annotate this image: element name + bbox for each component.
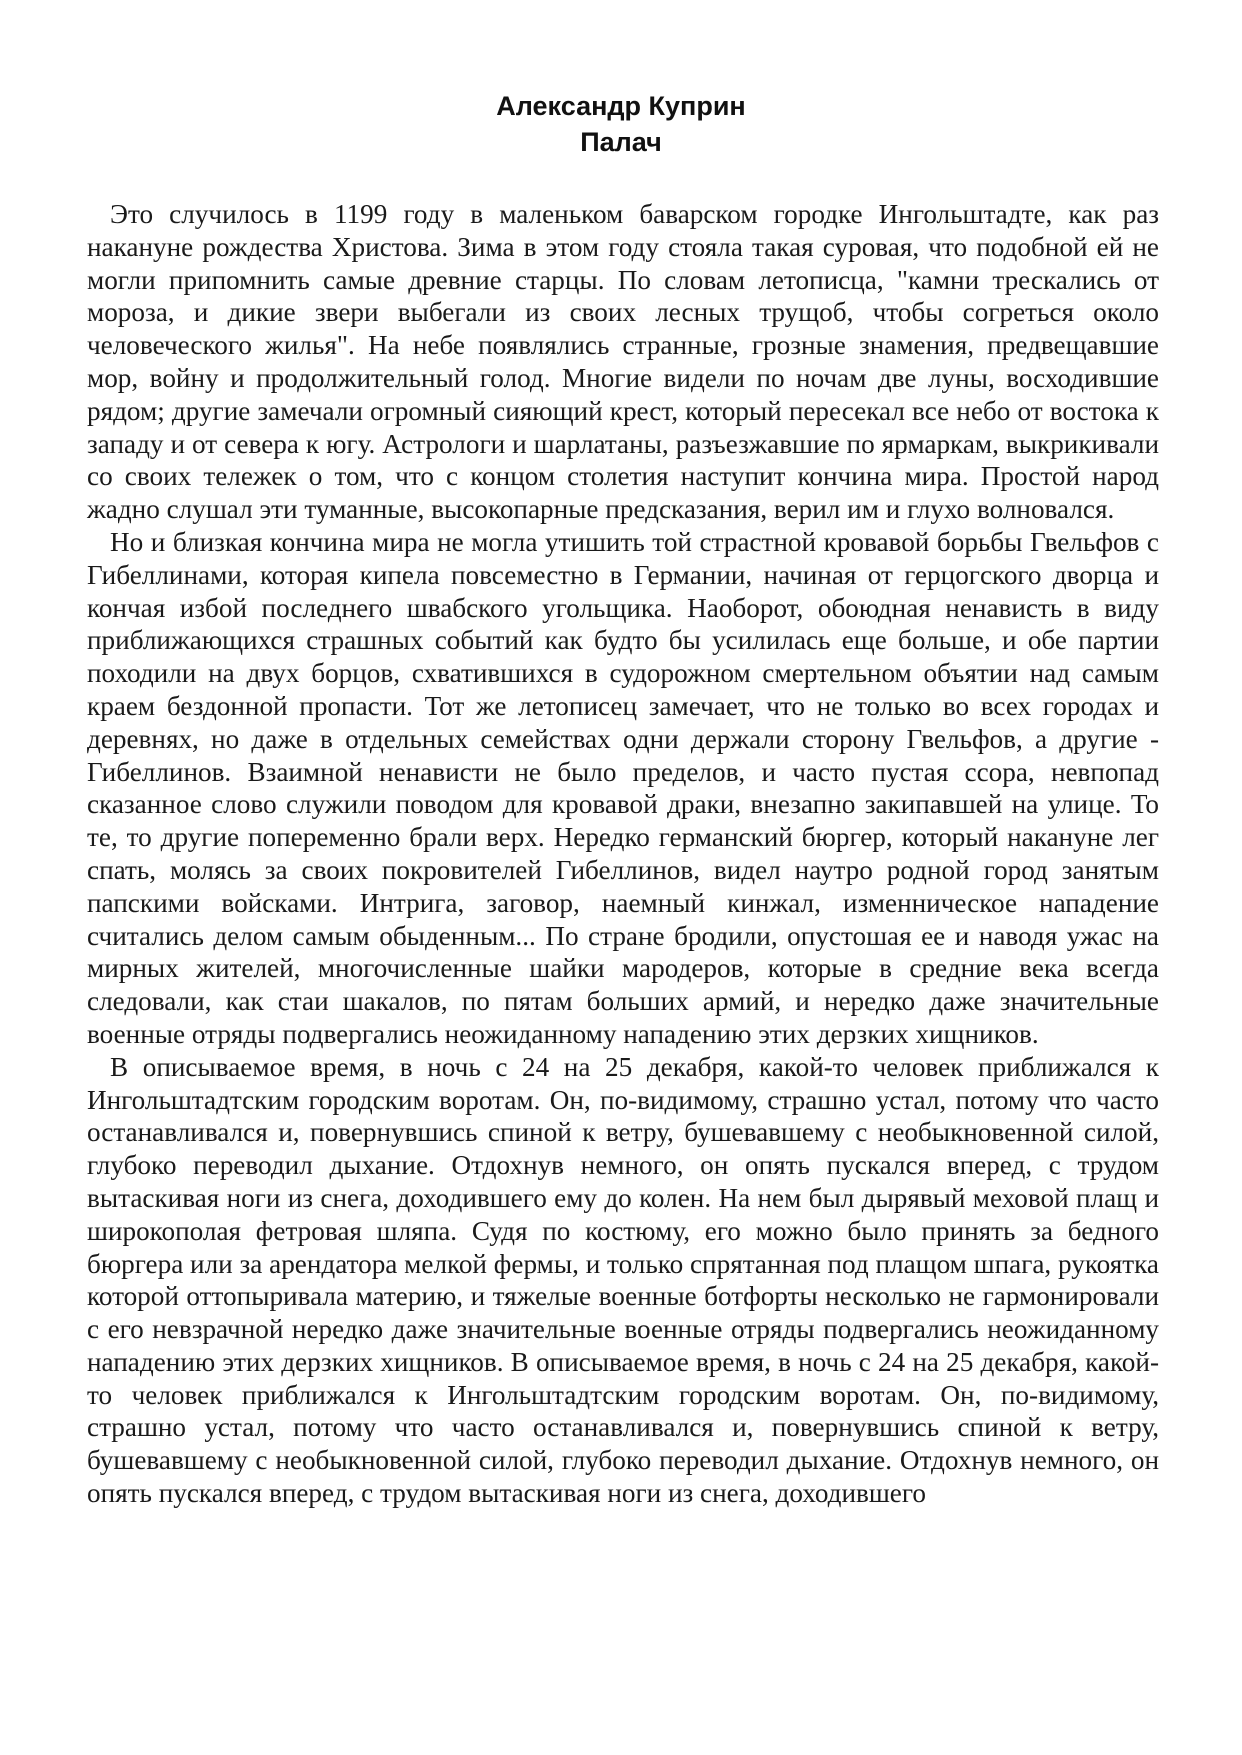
story-title: Палач [580, 127, 662, 157]
title-block [0, 88, 1242, 160]
paragraph-3: В описываемое время, в ночь с 24 на 25 декабря, какой-то человек приближался к Ингольштадтским городским воротам. Он, по-видимому, страшно устал, потому что часто останавливался и, повернувшись спиной к ветру, бушевавшему с необыкновенной силой, глубоко переводил дыхание. Отдохнув немного, он опять пускался вперед, с трудом вытаскивая ноги из снега, доходившего ему до колен. На нем был дырявый меховой плащ и широкополая фетровая шляпа. Судя по костюму, его можно было принять за бедного бюргера или за арендатора мелкой фермы, и только спрятанная под плащом шпага, рукоятка которой оттопыривала материю, и тяжелые военные ботфорты несколько не гармонировали с его невзрачной нередко даже значительные военные отряды подвергались неожиданному нападению этих дерзких хищников. В описываемое время, в ночь с 24 на 25 декабря, какой-то человек приближался к Ингольштадтским городским воротам. Он, по-видимому, страшно устал, потому что часто останавливался и, повернувшись спиной к ветру, бушевавшему с необыкновенной силой, глубоко переводил дыхание. Отдохнув немного, он опять пускался вперед, с трудом вытаскивая ноги из снега, доходившего [87, 1051, 1159, 1509]
story-text [87, 198, 1159, 1510]
author-name: Александр Куприн [496, 91, 746, 121]
paragraph-1: Это случилось в 1199 году в маленьком баварском городке Ингольштадте, как раз накануне рождества Христова. Зима в этом году стояла такая суровая, что подобной ей не могли припомнить самые древние старцы. По словам летописца, "камни трескались от мороза, и дикие звери выбегали из своих лесных трущоб, чтобы согреться около человеческого жилья". На небе появлялись странные, грозные знамения, предвещавшие мор, войну и продолжительный голод. Многие видели по ночам две луны, восходившие рядом; другие замечали огромный сияющий крест, который пересекал все небо от востока к западу и от севера к югу. Астрологи и шарлатаны, разъезжавшие по ярмаркам, выкрикивали со своих тележек о том, что с концом столетия наступит кончина мира. Простой народ жадно слушал эти туманные, высокопарные предсказания, верил им и глухо волновался. [87, 199, 1159, 525]
paragraph-2: Но и близкая кончина мира не могла утишить той страстной кровавой борьбы Гвельфов с Гибеллинами, которая кипела повсеместно в Германии, начиная от герцогского дворца и кончая избой последнего швабского угольщика. Наоборот, обоюдная ненависть в виду приближающихся страшных событий как будто бы усилилась еще больше, и обе партии походили на двух борцов, схватившихся в судорожном смертельном объятии над самым краем бездонной пропасти. Тот же летописец замечает, что не только во всех городах и деревнях, но даже в отдельных семействах одни держали сторону Гвельфов, а другие - Гибеллинов. Взаимной ненависти не было пределов, и часто пустая ссора, невпопад сказанное слово служили поводом для кровавой драки, внезапно закипавшей на улице. То те, то другие попеременно брали верх. Нередко германский бюргер, который накануне лег спать, молясь за своих покровителей Гибеллинов, видел наутро родной город занятым папскими войсками. Интрига, заговор, наемный кинжал, изменническое нападение считались делом самым обыденным... По стране бродили, опустошая ее и наводя ужас на мирных жителей, многочисленные шайки мародеров, которые в средние века всегда следовали, как стаи шакалов, по пятам больших армий, и нередко даже значительные военные отряды подвергались неожиданному нападению этих дерзких хищников. [87, 526, 1159, 1049]
